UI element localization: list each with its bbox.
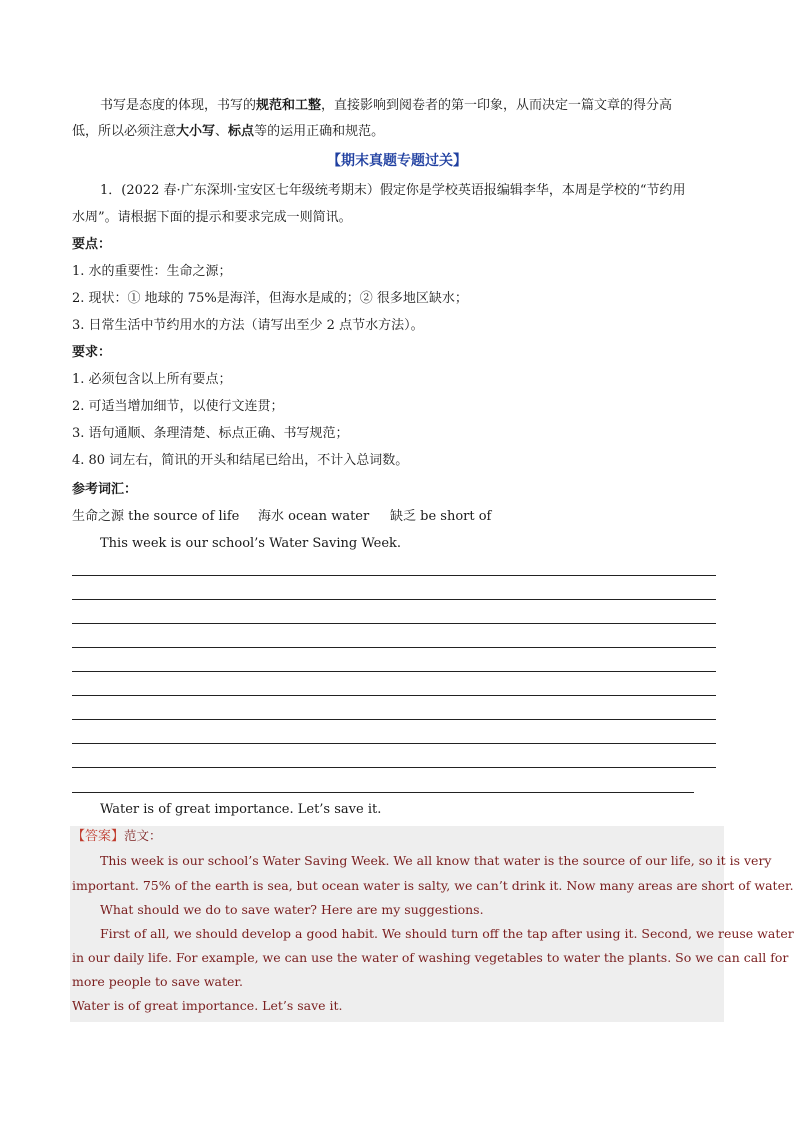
intro-text: 、: [215, 124, 229, 139]
vocab-list: [72, 508, 491, 526]
answer-line: What should we do to save water? Here are my suggestions.: [100, 902, 484, 917]
section-heading: 【期末真题专题过关】: [327, 153, 467, 169]
points-title: 要点：: [72, 237, 112, 252]
answer-line: First of all, we should develop a good habit. We should turn off the tap after using it. Second, we reuse water: [100, 926, 794, 941]
requirements-item-3: 3. 语句通顺、条理清楚、标点正确、书写规范；: [72, 426, 349, 441]
intro-bold: 规范和工整: [256, 98, 322, 113]
essay-closing: Water is of great importance. Let’s save it.: [100, 802, 382, 817]
vocab-item: 缺乏 be short of: [390, 509, 492, 524]
writing-line[interactable]: [72, 671, 716, 672]
writing-line[interactable]: [72, 792, 694, 793]
intro-bold: 标点: [228, 124, 255, 139]
intro-bold: 大小写: [176, 124, 216, 139]
vocab-title: 参考词汇：: [72, 482, 138, 497]
question-line-2: 水周”。请根据下面的提示和要求完成一则简讯。: [72, 210, 352, 225]
points-item-3: 3. 日常生活中节约用水的方法（请写出至少 2 点节水方法）。: [72, 318, 424, 333]
requirements-item-4: 4. 80 词左右，简讯的开头和结尾已给出，不计入总词数。: [72, 453, 409, 468]
answer-line: Water is of great importance. Let’s save it.: [72, 998, 343, 1013]
intro-text: ，直接影响到阅卷者的第一印象，从而决定一篇文章的得分高: [321, 98, 673, 113]
requirements-item-2: 2. 可适当增加细节，以使行文连贯；: [72, 399, 284, 414]
intro-text: 等的运用正确和规范。: [254, 124, 385, 139]
answer-line: important. 75% of the earth is sea, but ocean water is salty, we can’t drink it. Now many areas are short of water.: [72, 878, 794, 893]
writing-line[interactable]: [72, 623, 716, 624]
requirements-title: 要求：: [72, 345, 112, 360]
essay-opening: This week is our school’s Water Saving Week.: [100, 536, 402, 551]
intro-text: 低，所以必须注意: [72, 124, 177, 139]
writing-line[interactable]: [72, 719, 716, 720]
writing-line[interactable]: [72, 647, 716, 648]
points-item-2: 2. 现状：① 地球的 75%是海洋，但海水是咸的；② 很多地区缺水；: [72, 291, 468, 306]
question-line-1: 1．(2022 春·广东深圳·宝安区七年级统考期末）假定你是学校英语报编辑李华，本周是学校的“节约用: [100, 183, 686, 198]
writing-line[interactable]: [72, 599, 716, 600]
vocab-item: 海水 ocean water: [258, 509, 370, 524]
vocab-item: 生命之源 the source of life: [72, 509, 240, 524]
answer-label: 范文：: [124, 828, 162, 843]
intro-line-2: [72, 123, 384, 141]
answer-header: [72, 827, 162, 846]
answer-line: This week is our school’s Water Saving Week. We all know that water is the source of our life, so it is very: [100, 853, 772, 868]
answer-line: more people to save water.: [72, 974, 243, 989]
answer-tag: 【答案】: [72, 829, 125, 844]
answer-line: in our daily life. For example, we can use the water of washing vegetables to water the plants. So we can call for: [72, 950, 789, 965]
intro-text: 书写是态度的体现，书写的: [100, 98, 257, 113]
writing-line[interactable]: [72, 575, 716, 576]
writing-line[interactable]: [72, 743, 716, 744]
points-item-1: 1. 水的重要性：生命之源；: [72, 264, 232, 279]
intro-line-1: [100, 97, 672, 115]
writing-line[interactable]: [72, 695, 716, 696]
writing-line[interactable]: [72, 767, 716, 768]
requirements-item-1: 1. 必须包含以上所有要点；: [72, 372, 232, 387]
